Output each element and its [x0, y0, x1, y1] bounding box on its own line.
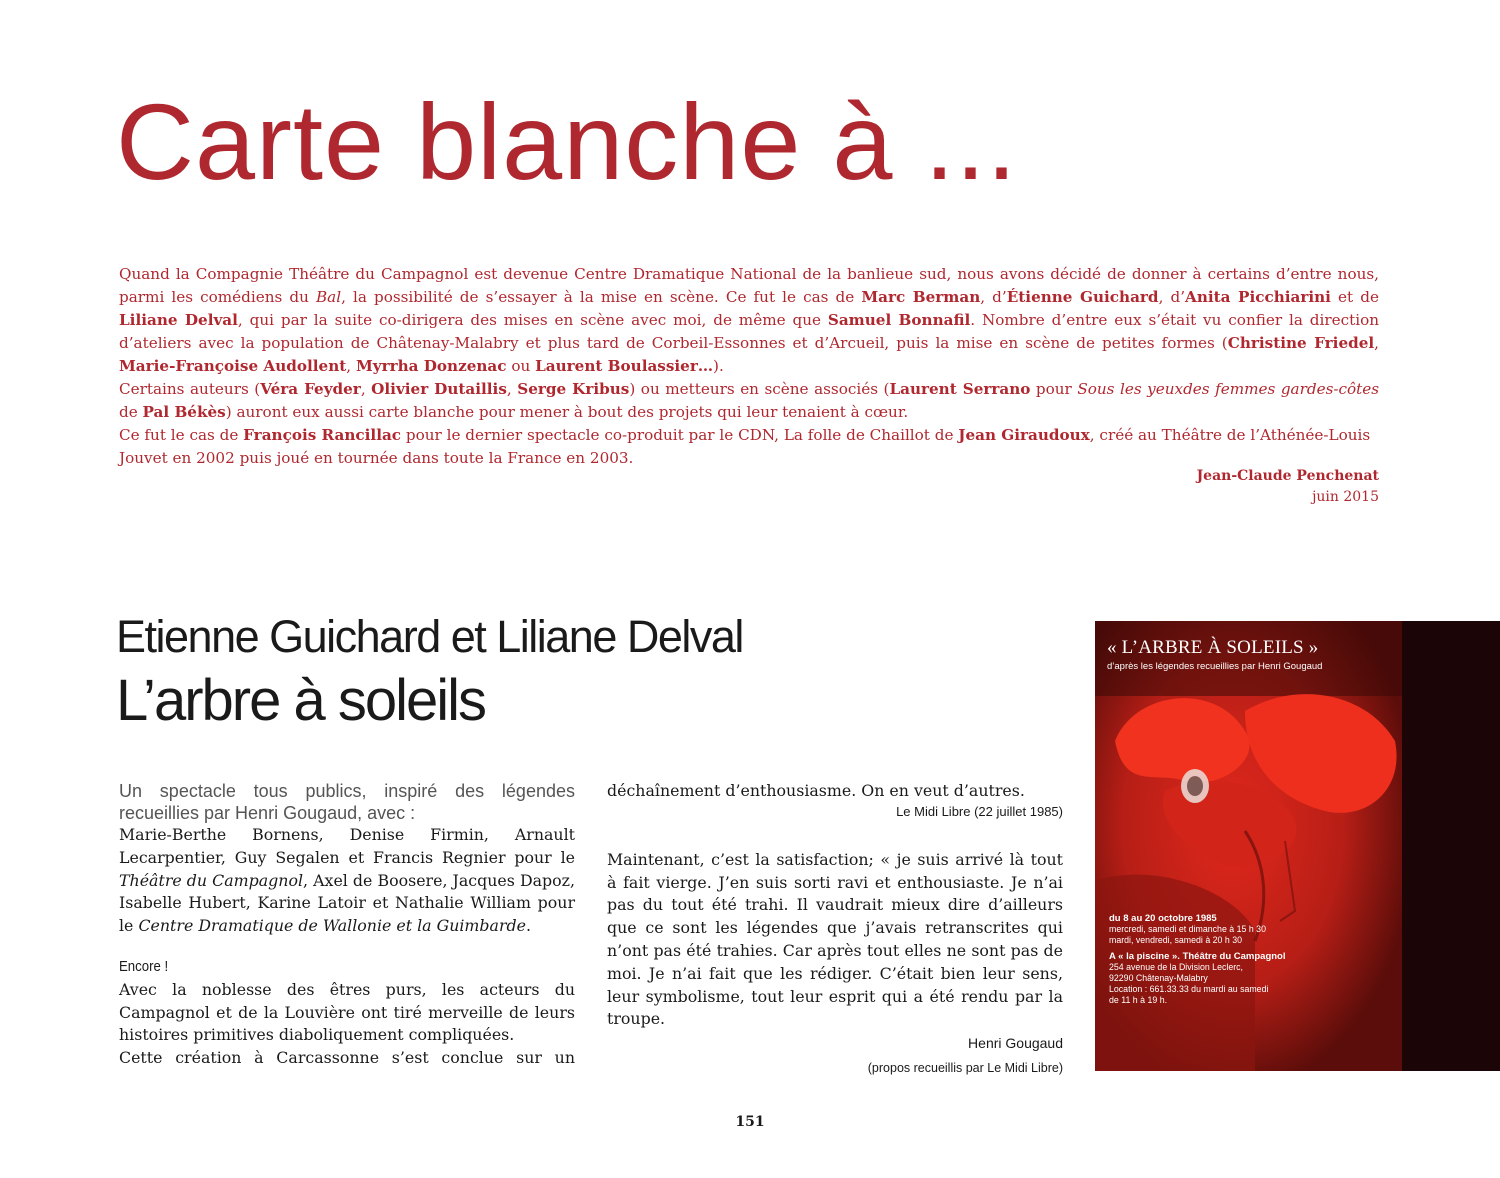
signature-name: Jean-Claude Penchenat — [1196, 468, 1379, 484]
intro-signature — [1197, 466, 1379, 508]
column-left — [119, 780, 575, 1070]
quote-signature-name: Henri Gougaud — [968, 1035, 1063, 1052]
signature-date: juin 2015 — [1312, 489, 1379, 505]
poster-address-2: 92290 Châtenay-Malabry — [1109, 973, 1208, 984]
encore-heading: Encore ! — [119, 957, 169, 975]
poster-dates: du 8 au 20 octobre 1985 — [1109, 913, 1217, 924]
poster-title: « L’ARBRE À SOLEILS » — [1107, 637, 1319, 658]
gougaud-quote: Maintenant, c’est la satisfaction; « je suis arrivé là tout à fait vierge. J’en suis sorti ravi et enthousiaste. Je n’ai pas du tout été trahi. Il vaudrait mieux dire d’ailleurs que ce sont les légendes que j’avais retranscrites qui n’ont pas été trahies. Car après tout elles ne sont pas de moi. Je n’ai fait que les rédiger. C’était bien leur sens, leur symbolisme, tout leur esprit qui a été rendu par la troupe. — [607, 849, 1063, 1029]
review-continuation: déchaînement d’enthousiasme. On en veut d’autres. — [607, 781, 1025, 800]
page-title: Carte blanche à ... — [116, 81, 1018, 202]
poster-subtitle: d’après les légendes recueillies par Henri Gougaud — [1107, 661, 1323, 672]
section-title: L’arbre à soleils — [116, 668, 485, 733]
poster-image — [1095, 621, 1500, 1071]
poster-dark-edge — [1402, 621, 1500, 1071]
poster-location-2: de 11 h à 19 h. — [1109, 995, 1168, 1006]
intro-paragraph-1: Quand la Compagnie Théâtre du Campagnol est devenue Centre Dramatique National de la banlieue sud, nous avons décidé de donner à certains d’entre nous, parmi les comédiens du Bal, la possibilité de s’essayer à la mise en scène. Ce fut le cas de Marc Berman, d’Étienne Guichard, d’Anita Picchiarini et de Liliane Delval, qui par la suite co-dirigera des mises en scène avec moi, de même que Samuel Bonnafil. Nombre d’entre eux s’était vu confier la direction d’ateliers avec la population de Châtenay-Malabry et plus tard de Corbeil-Essonnes et d’Arcueil, puis la mise en scène de petites formes (Christine Friedel, Marie-Françoise Audollent, Myrrha Donzenac ou Laurent Boulassier…). — [119, 265, 1380, 375]
poster-times-2: mardi, vendredi, samedi à 20 h 30 — [1109, 935, 1243, 946]
poster-info — [1109, 913, 1309, 1007]
intro-text — [119, 263, 1379, 470]
cast-list: Marie-Berthe Bornens, Denise Firmin, Arnault Lecarpentier, Guy Segalen et Francis Regnier pour le Théâtre du Campagnol, Axel de Boosere, Jacques Dapoz, Isabelle Hubert, Karine Latoir et Nathalie William pour le Centre Dramatique de Wallonie et la Guimbarde. — [119, 825, 576, 936]
poster-location-1: Location : 661.33.33 du mardi au samedi — [1109, 984, 1269, 995]
review-text-end: Cette création à Carcassonne s’est conclue sur un — [119, 1048, 575, 1068]
review-text: Avec la noblesse des êtres purs, les acteurs du Campagnol et de la Louvière ont tiré merveille de leurs histoires primitives diaboliquement compliquées. — [119, 979, 575, 1045]
section-author: Etienne Guichard et Liliane Delval — [116, 611, 743, 662]
column-right — [607, 780, 1063, 1077]
review-source: Le Midi Libre (22 juillet 1985) — [896, 803, 1063, 819]
show-lead: Un spectacle tous publics, inspiré des légendes recueillies par Henri Gougaud, avec : — [119, 781, 575, 823]
quote-signature-source: (propos recueillis par Le Midi Libre) — [867, 1061, 1063, 1076]
poster-venue: A « la piscine ». Théâtre du Campagnol — [1109, 950, 1286, 962]
intro-paragraph-3: Ce fut le cas de François Rancillac pour le dernier spectacle co-produit par le CDN, La folle de Chaillot de Jean Giraudoux, créé au Théâtre de l’Athénée-Louis Jouvet en 2002 puis joué en tournée dans toute la France en 2003. — [119, 426, 1371, 467]
page-number: 151 — [735, 1114, 765, 1130]
poster-times-1: mercredi, samedi et dimanche à 15 h 30 — [1109, 924, 1266, 935]
poster-address-1: 254 avenue de la Division Leclerc, — [1109, 961, 1243, 972]
intro-paragraph-2: Certains auteurs (Véra Feyder, Olivier Dutaillis, Serge Kribus) ou metteurs en scène associés (Laurent Serrano pour Sous les yeuxdes femmes gardes-côtes de Pal Békès) auront eux aussi carte blanche pour mener à bout des projets qui leur tenaient à cœur. — [119, 380, 1380, 421]
